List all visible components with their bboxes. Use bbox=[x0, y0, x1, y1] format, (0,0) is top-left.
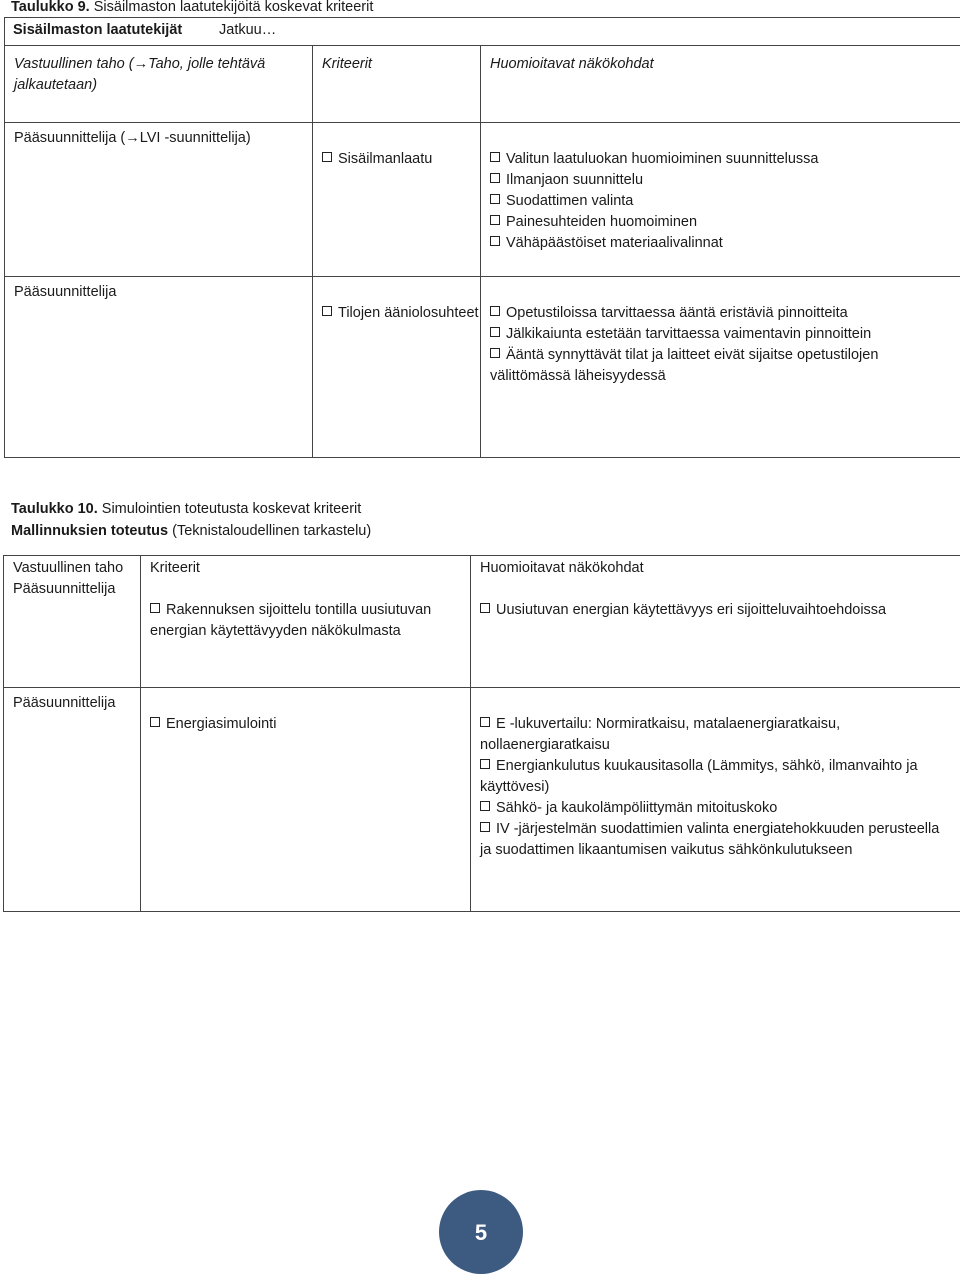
criterion-cell: Tilojen ääniolosuhteet bbox=[322, 305, 479, 321]
table10-caption-label: Taulukko 10. bbox=[11, 501, 98, 517]
consideration-item: Opetustiloissa tarvittaessa ääntä eristäviä pinnoitteita bbox=[490, 303, 940, 324]
consideration-item: Vähäpäästöiset materiaalivalinnat bbox=[490, 233, 960, 254]
table10-subtitle-label: Mallinnuksien toteutus bbox=[11, 523, 169, 539]
consideration-item: Energiankulutus kuukausitasolla (Lämmitys, sähkö, ilmanvaihto ja käyttövesi) bbox=[480, 756, 946, 798]
table-row bbox=[4, 556, 960, 688]
page-number-badge bbox=[439, 1190, 523, 1274]
table9-header-row bbox=[5, 46, 960, 123]
criterion-cell: Sisäilmanlaatu bbox=[322, 151, 432, 167]
table10 bbox=[3, 555, 960, 912]
table-row bbox=[4, 688, 960, 911]
table10-header-considerations: Huomioitavat näkökohdat bbox=[480, 560, 644, 576]
responsible-cell: Pääsuunnittelija (→LVI -suunnittelija) bbox=[14, 130, 251, 146]
consideration-item: Sähkö- ja kaukolämpöliittymän mitoituskoko bbox=[480, 798, 946, 819]
consideration-item: Painesuhteiden huomoiminen bbox=[490, 212, 960, 233]
table10-caption bbox=[11, 499, 361, 520]
table10-caption-text: Simulointien toteutusta koskevat kriteerit bbox=[97, 501, 362, 517]
table9 bbox=[4, 17, 960, 458]
responsible-cell: Pääsuunnittelija bbox=[13, 695, 116, 711]
table10-header-responsible: Vastuullinen taho bbox=[13, 560, 124, 576]
table9-header-responsible: Vastuullinen taho (→Taho, jolle tehtävä jalkautetaan) bbox=[14, 56, 266, 93]
table-row bbox=[5, 277, 960, 457]
responsible-cell: Pääsuunnittelija bbox=[14, 284, 117, 300]
consideration-item: Ääntä synnyttävät tilat ja laitteet eivät sijaitse opetustilojen välittömässä läheisyydessä bbox=[490, 345, 940, 387]
table9-header-considerations: Huomioitavat näkökohdat bbox=[490, 56, 654, 72]
table9-header-criteria: Kriteerit bbox=[322, 56, 372, 72]
page-number: 5 bbox=[474, 1219, 488, 1245]
table9-caption-label: Taulukko 9. bbox=[11, 0, 90, 15]
table9-caption bbox=[11, 0, 373, 18]
consideration-item: IV -järjestelmän suodattimien valinta energiatehokkuuden perusteella ja suodattimen likaantumisen vaikutus sähkönkulutukseen bbox=[480, 819, 946, 861]
consideration-item: Ilmanjaon suunnittelu bbox=[490, 170, 960, 191]
table9-title-row bbox=[5, 18, 960, 46]
table9-caption-text: Sisäilmaston laatutekijöitä koskevat kriteerit bbox=[89, 0, 374, 15]
table10-header-criteria: Kriteerit bbox=[150, 560, 200, 576]
table9-continued: Jatkuu… bbox=[219, 22, 277, 38]
criterion-cell: Rakennuksen sijoittelu tontilla uusiutuvan energian käytettävyyden näkökulmasta bbox=[150, 600, 470, 642]
responsible-cell: Pääsuunnittelija bbox=[13, 581, 116, 597]
table9-title: Sisäilmaston laatutekijät bbox=[13, 22, 183, 38]
consideration-item: E -lukuvertailu: Normiratkaisu, matalaenergiaratkaisu, nollaenergiaratkaisu bbox=[480, 714, 946, 756]
criterion-cell: Energiasimulointi bbox=[150, 716, 276, 732]
table10-subtitle-text: (Teknistaloudellinen tarkastelu) bbox=[168, 523, 372, 539]
consideration-item: Valitun laatuluokan huomioiminen suunnittelussa bbox=[490, 149, 960, 170]
consideration-item: Jälkikaiunta estetään tarvittaessa vaimentavin pinnoittein bbox=[490, 324, 940, 345]
consideration-item: Uusiutuvan energian käytettävyys eri sijoitteluvaihtoehdoissa bbox=[480, 600, 960, 621]
table10-subtitle bbox=[11, 521, 371, 542]
consideration-item: Suodattimen valinta bbox=[490, 191, 960, 212]
table-row bbox=[5, 123, 960, 277]
